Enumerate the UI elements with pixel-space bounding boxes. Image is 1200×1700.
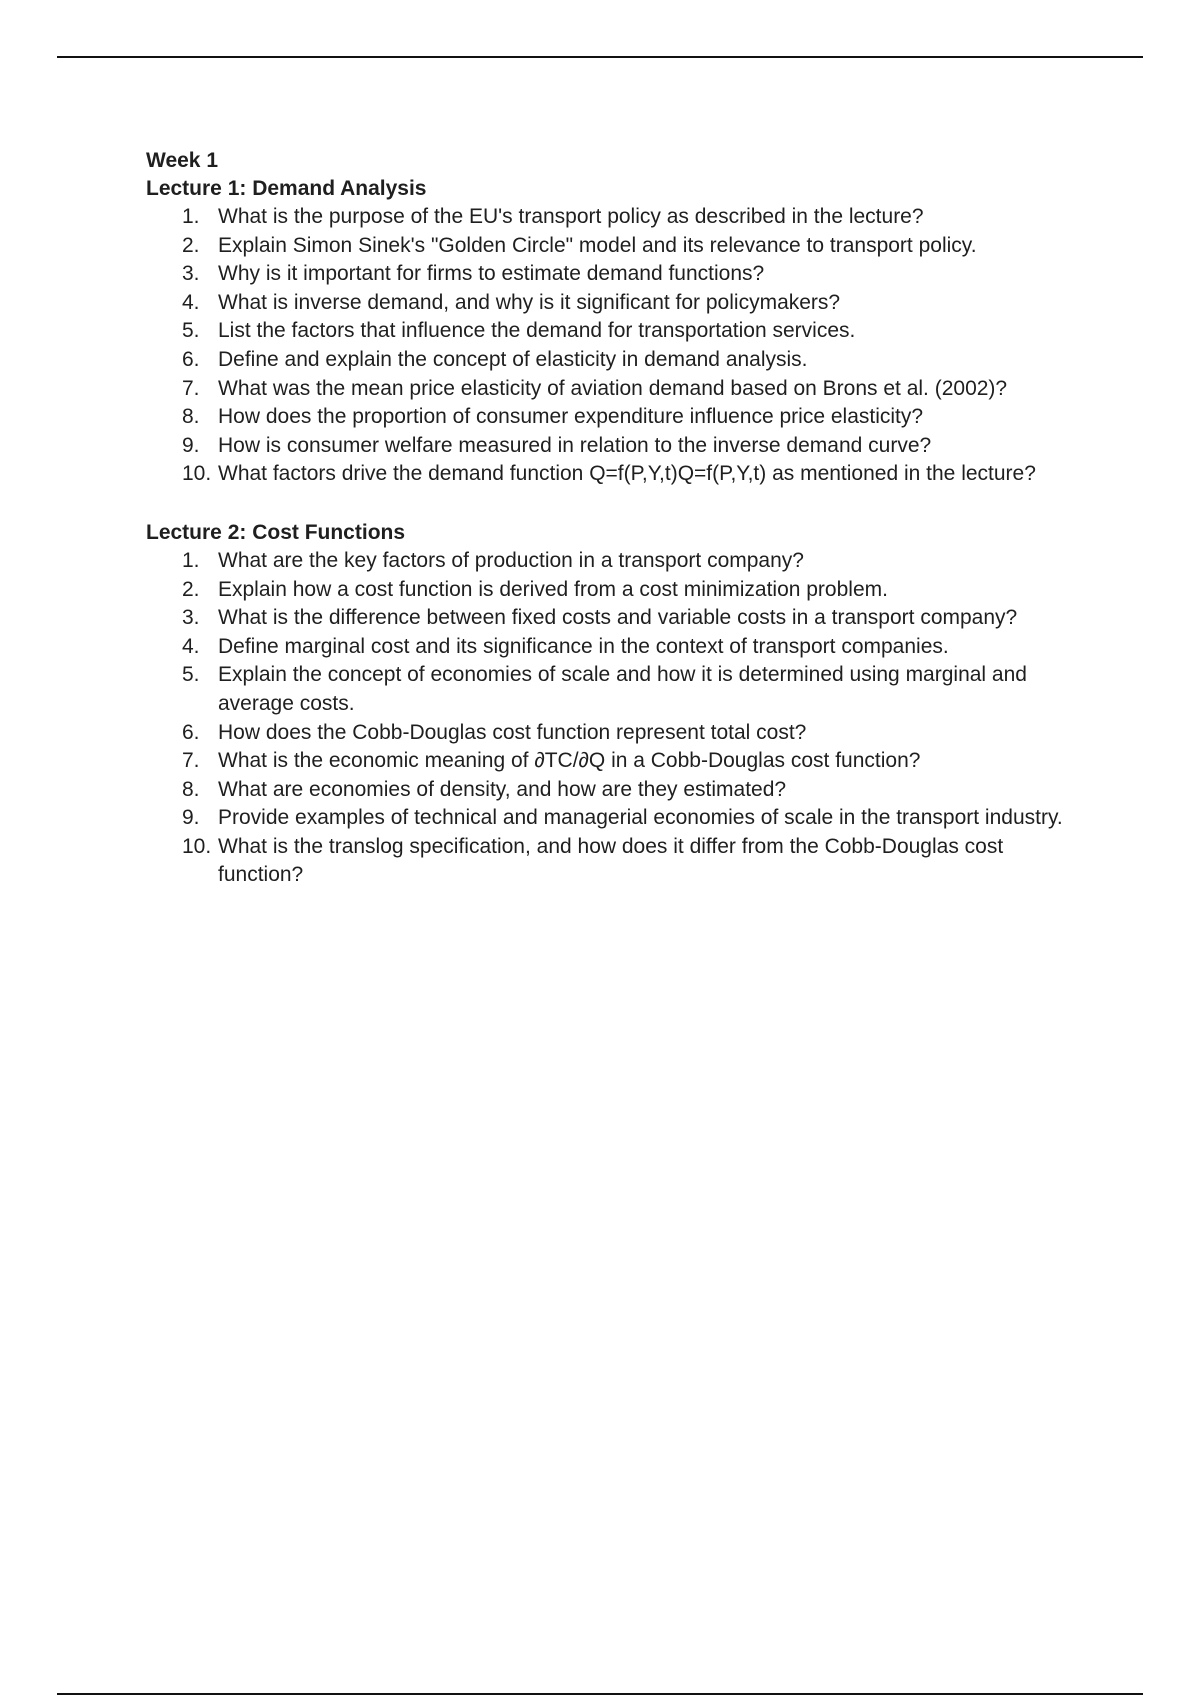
item-number: 2. xyxy=(182,233,200,257)
list-item xyxy=(146,375,1086,404)
list-item xyxy=(146,833,1086,890)
question-text: Define and explain the concept of elasticity in demand analysis. xyxy=(218,347,808,371)
item-number: 5. xyxy=(182,663,200,687)
question-text: Provide examples of technical and managerial economies of scale in the transport industry. xyxy=(218,806,1063,830)
question-text: What factors drive the demand function Q=f(P,Y,t)Q=f(P,Y,t) as mentioned in the lecture? xyxy=(218,462,1036,486)
lecture-2-question-list xyxy=(146,547,1086,890)
list-item xyxy=(146,719,1086,748)
item-number: 4. xyxy=(182,634,200,658)
item-number: 7. xyxy=(182,749,200,773)
item-number: 9. xyxy=(182,433,200,457)
list-item xyxy=(146,604,1086,633)
item-number: 3. xyxy=(182,606,200,630)
item-number: 3. xyxy=(182,262,200,286)
lecture-1-heading: Lecture 1: Demand Analysis xyxy=(146,177,427,200)
item-number: 5. xyxy=(182,319,200,343)
item-number: 6. xyxy=(182,720,200,744)
item-number: 7. xyxy=(182,376,200,400)
list-item xyxy=(146,317,1086,346)
question-text: How is consumer welfare measured in relation to the inverse demand curve? xyxy=(218,433,932,457)
list-item xyxy=(146,289,1086,318)
question-text: What was the mean price elasticity of aviation demand based on Brons et al. (2002)? xyxy=(218,376,1008,400)
item-number: 8. xyxy=(182,405,200,429)
lecture-2-section xyxy=(146,519,1086,890)
footer-rule xyxy=(57,1693,1143,1695)
item-number: 4. xyxy=(182,290,200,314)
question-text: What is the purpose of the EU's transport policy as described in the lecture? xyxy=(218,205,924,228)
item-number: 9. xyxy=(182,806,200,830)
list-item xyxy=(146,203,1086,232)
item-number: 1. xyxy=(182,205,200,228)
document-body xyxy=(146,147,1086,890)
question-text: Explain how a cost function is derived from a cost minimization problem. xyxy=(218,577,888,601)
list-item xyxy=(146,432,1086,461)
question-text: Explain Simon Sinek's "Golden Circle" model and its relevance to transport policy. xyxy=(218,233,977,257)
item-number: 10. xyxy=(182,462,212,486)
list-item xyxy=(146,346,1086,375)
question-text: Why is it important for firms to estimate demand functions? xyxy=(218,262,765,286)
list-item xyxy=(146,547,1086,576)
list-item xyxy=(146,776,1086,805)
header-rule xyxy=(57,56,1143,58)
list-item xyxy=(146,747,1086,776)
item-number: 6. xyxy=(182,347,200,371)
lecture-1-question-list xyxy=(146,203,1086,489)
list-item xyxy=(146,260,1086,289)
question-text: What are economies of density, and how are they estimated? xyxy=(218,777,787,801)
lecture-2-heading: Lecture 2: Cost Functions xyxy=(146,520,406,544)
list-item xyxy=(146,403,1086,432)
question-text: What is the difference between fixed costs and variable costs in a transport company? xyxy=(218,606,1018,630)
list-item xyxy=(146,661,1086,718)
question-text: How does the Cobb-Douglas cost function represent total cost? xyxy=(218,720,807,744)
list-item xyxy=(146,576,1086,605)
question-text: List the factors that influence the demand for transportation services. xyxy=(218,319,856,343)
lecture-1-section xyxy=(146,147,1086,489)
question-text: What is the translog specification, and how does it differ from the Cobb-Douglas cost function? xyxy=(218,834,1004,887)
item-number: 8. xyxy=(182,777,200,801)
question-text: What is the economic meaning of ∂TC/∂Q in a Cobb-Douglas cost function? xyxy=(218,749,921,773)
question-text: What are the key factors of production in a transport company? xyxy=(218,548,804,572)
item-number: 2. xyxy=(182,577,200,601)
week-heading: Week 1 xyxy=(146,149,218,172)
item-number: 1. xyxy=(182,548,200,572)
question-text: Define marginal cost and its significance in the context of transport companies. xyxy=(218,634,949,658)
list-item xyxy=(146,232,1086,261)
question-text: Explain the concept of economies of scale and how it is determined using marginal and average costs. xyxy=(218,663,1027,715)
list-item xyxy=(146,804,1086,833)
list-item xyxy=(146,633,1086,662)
question-text: How does the proportion of consumer expenditure influence price elasticity? xyxy=(218,405,924,429)
list-item xyxy=(146,460,1086,489)
question-text: What is inverse demand, and why is it significant for policymakers? xyxy=(218,290,841,314)
item-number: 10. xyxy=(182,834,212,858)
